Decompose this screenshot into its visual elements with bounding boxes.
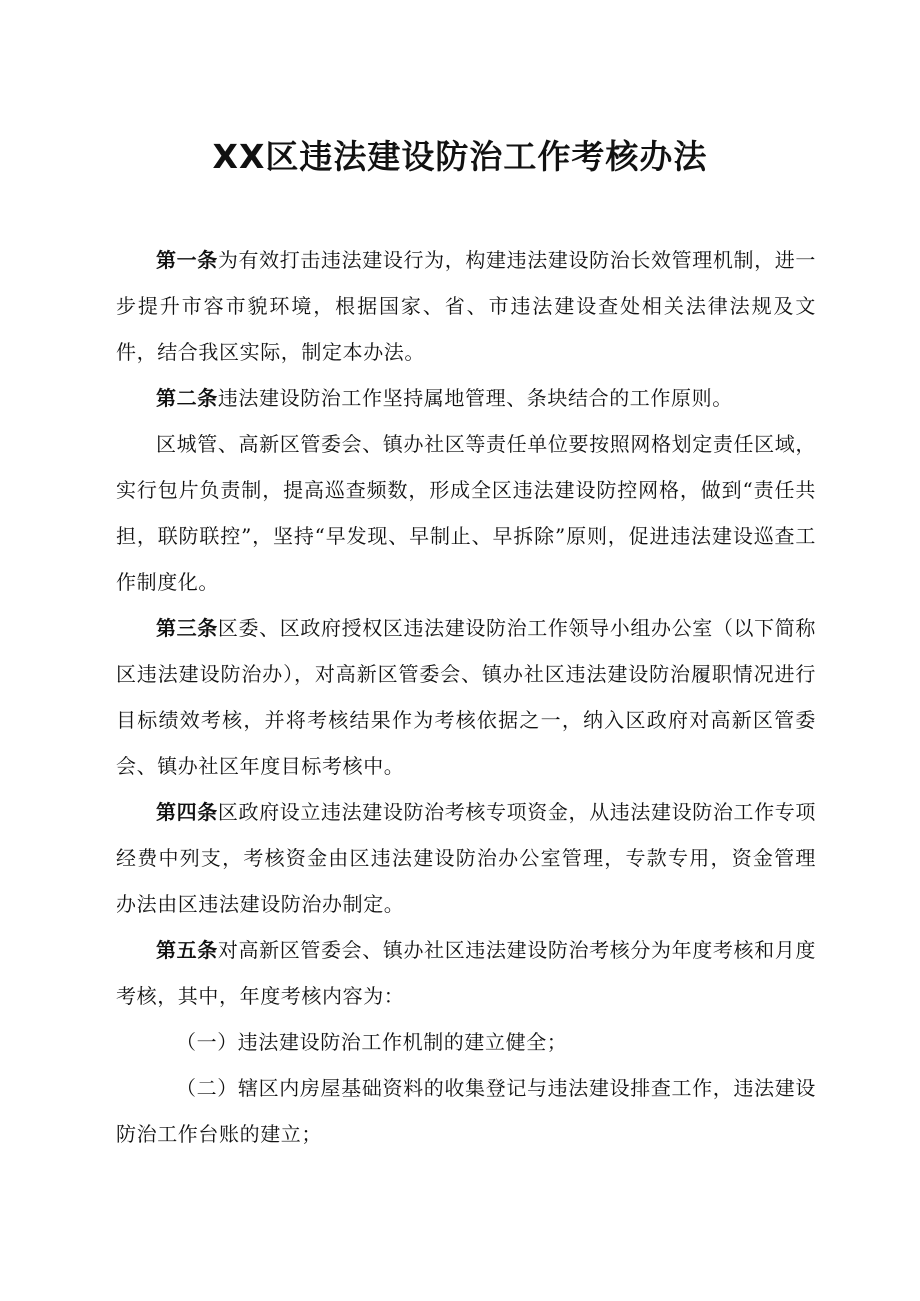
article-3 [116,605,816,789]
article-text: 违法建设防治工作坚持属地管理、条块结合的工作原则。 [217,386,733,410]
article-label: 第四条 [156,800,218,824]
article-text: 区城管、高新区管委会、镇办社区等责任单位要按照网格划定责任区域，实行包片负责制，提高巡查频数，形成全区违法建设防控网格，做到“责任共担，联防联控”，坚持“早发现、早制止、早拆除”原则，促进违法建设巡查工作制度化。 [116,432,816,594]
article-2 [116,375,816,421]
article-text: 为有效打击违法建设行为，构建违法建设防治长效管理机制，进一步提升市容市貌环境，根据国家、省、市违法建设查处相关法律法规及文件，结合我区实际，制定本办法。 [116,248,816,364]
article-label: 第三条 [156,616,218,640]
article-label: 第五条 [156,938,218,962]
list-item: （一）违法建设防治工作机制的建立健全； [176,1030,568,1054]
article-2-detail [116,421,816,605]
article-text: 区委、区政府授权区违法建设防治工作领导小组办公室（以下简称区违法建设防治办），对高新区管委会、镇办社区违法建设防治履职情况进行目标绩效考核，并将考核结果作为考核依据之一，纳入区政府对高新区管委会、镇办社区年度目标考核中。 [116,616,816,778]
list-item: （二）辖区内房屋基础资料的收集登记与违法建设排查工作，违法建设防治工作台账的建立； [116,1076,816,1146]
article-label: 第一条 [156,248,218,272]
document-title: XX区违法建设防治工作考核办法 [212,137,708,176]
article-label: 第二条 [156,386,218,410]
article-4 [116,789,816,927]
article-text: 区政府设立违法建设防治考核专项资金，从违法建设防治工作专项经费中列支，考核资金由区违法建设防治办公室管理，专款专用，资金管理办法由区违法建设防治办制定。 [116,800,816,916]
document-body [116,237,816,1157]
article-text: 对高新区管委会、镇办社区违法建设防治考核分为年度考核和月度考核，其中，年度考核内容为： [116,938,816,1008]
article-5 [116,927,816,1019]
article-1 [116,237,816,375]
